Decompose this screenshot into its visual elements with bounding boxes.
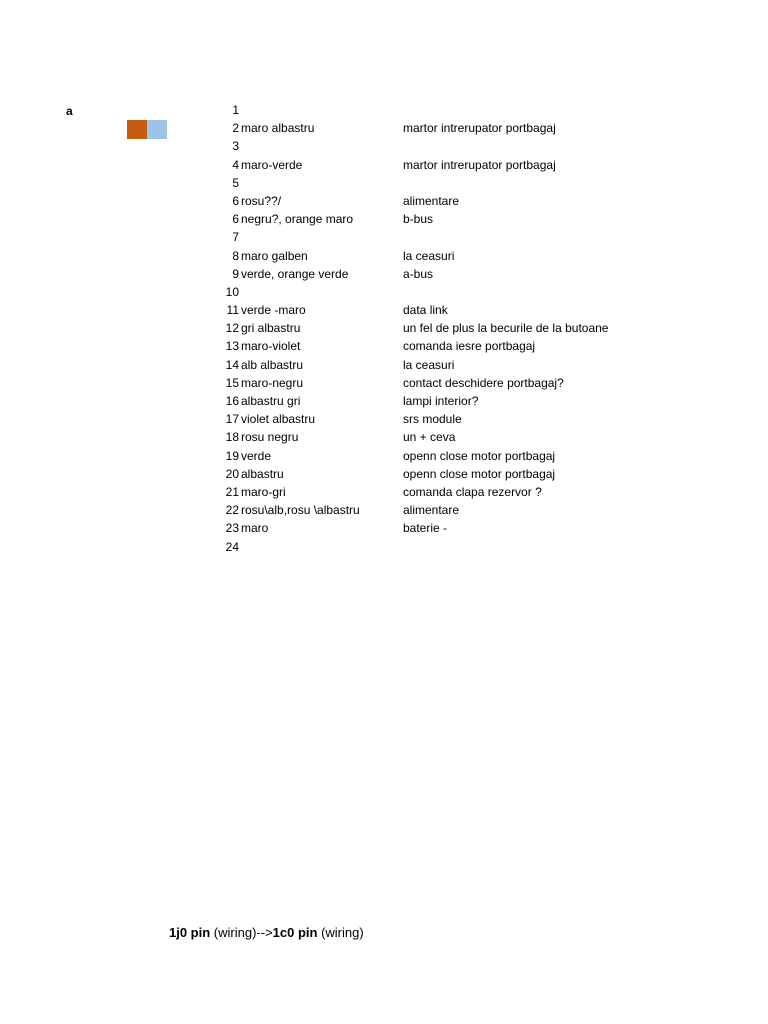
pin-number: 15	[225, 375, 239, 390]
table-row	[200, 428, 720, 446]
table-row	[200, 265, 720, 283]
table-row	[200, 210, 720, 228]
pin-function: openn close motor portbagaj	[403, 466, 556, 481]
pin-function: un + ceva	[403, 430, 456, 445]
table-row	[200, 356, 720, 374]
footer-caption	[169, 924, 364, 942]
pin-number: 9	[232, 266, 239, 281]
footer-from-note: (wiring)-->	[210, 925, 273, 940]
footer-to-note: (wiring)	[317, 925, 364, 940]
pin-function: comanda iesre portbagaj	[403, 339, 536, 354]
table-row	[200, 319, 720, 337]
footer-from-pin: 1j0 pin	[169, 925, 211, 940]
pin-function: martor intrerupator portbagaj	[403, 121, 556, 136]
table-row	[200, 374, 720, 392]
wire-color: maro-violet	[241, 339, 301, 354]
table-row	[200, 301, 720, 319]
pin-number: 19	[225, 448, 239, 463]
footer-to-pin: 1c0 pin	[272, 925, 318, 940]
pin-number: 1	[232, 103, 239, 117]
pin-function: baterie -	[403, 521, 448, 536]
pin-number: 12	[225, 321, 239, 336]
table-row	[200, 410, 720, 428]
pin-number: 10	[225, 284, 239, 299]
pin-function: openn close motor portbagaj	[403, 448, 556, 463]
pin-function: srs module	[403, 412, 462, 427]
pin-table	[200, 101, 720, 556]
wire-color: rosu??/	[241, 193, 282, 208]
pin-function: alimentare	[403, 193, 460, 208]
pin-function: la ceasuri	[403, 357, 455, 372]
pin-function: data link	[403, 303, 448, 318]
pin-function: martor intrerupator portbagaj	[403, 157, 556, 172]
wire-color: gri albastru	[241, 321, 301, 336]
wire-color: violet albastru	[241, 412, 316, 427]
table-row	[200, 247, 720, 265]
pin-function: comanda clapa rezervor ?	[403, 484, 542, 499]
pin-number: 14	[225, 357, 239, 372]
table-row	[200, 538, 720, 556]
table-row	[200, 174, 720, 192]
table-row	[200, 501, 720, 519]
wire-color: maro-gri	[241, 484, 286, 499]
pin-number: 13	[225, 339, 239, 354]
pin-function: b-bus	[403, 212, 434, 227]
pin-number: 6	[232, 212, 239, 227]
wire-color: maro-negru	[241, 375, 304, 390]
wire-color: negru?, orange maro	[241, 212, 354, 227]
pin-number: 22	[225, 503, 239, 518]
table-row	[200, 137, 720, 155]
table-row	[200, 101, 720, 119]
pin-number: 4	[232, 157, 239, 172]
wire-color: maro	[241, 521, 269, 536]
pin-function: a-bus	[403, 266, 434, 281]
pin-number: 18	[225, 430, 239, 445]
table-row	[200, 119, 720, 137]
pin-function: un fel de plus la becurile de la butoane	[403, 321, 609, 336]
table-row	[200, 483, 720, 501]
pin-number: 11	[226, 303, 239, 318]
wire-color: maro albastru	[241, 121, 315, 136]
table-row	[200, 228, 720, 246]
table-row	[200, 519, 720, 537]
pin-number: 24	[225, 539, 239, 554]
pin-number: 6	[232, 193, 239, 208]
wire-color: albastru gri	[241, 394, 301, 408]
table-row	[200, 337, 720, 355]
wire-color: alb albastru	[241, 357, 304, 372]
table-row	[200, 447, 720, 465]
table-row	[200, 465, 720, 483]
pin-number: 20	[225, 466, 239, 481]
wire-color: verde -maro	[241, 303, 306, 318]
light-blue-swatch	[147, 120, 167, 139]
pin-number: 7	[232, 230, 239, 245]
table-row	[200, 283, 720, 301]
wire-color: rosu\alb,rosu \albastru	[241, 503, 360, 518]
pin-number: 2	[232, 121, 239, 136]
wire-color: verde, orange verde	[241, 266, 349, 281]
wire-color: rosu negru	[241, 430, 299, 445]
pin-number: 16	[225, 394, 239, 408]
pin-function: la ceasuri	[403, 248, 455, 263]
table-row	[200, 156, 720, 174]
wire-color: maro galben	[241, 248, 308, 263]
corner-label: a	[66, 104, 73, 118]
wire-color: maro-verde	[241, 157, 303, 172]
pin-function: alimentare	[403, 503, 460, 518]
pin-number: 3	[232, 139, 239, 154]
wire-color: albastru	[241, 466, 284, 481]
pin-number: 21	[225, 484, 239, 499]
pin-number: 17	[225, 412, 239, 427]
pin-number: 8	[232, 248, 239, 263]
table-row	[200, 192, 720, 210]
pin-function: contact deschidere portbagaj?	[403, 375, 564, 390]
table-row	[200, 392, 720, 410]
orange-swatch	[127, 120, 147, 139]
wire-color: verde	[241, 448, 272, 463]
pin-function: lampi interior?	[403, 394, 479, 408]
pin-number: 23	[225, 521, 239, 536]
pin-number: 5	[232, 175, 239, 190]
